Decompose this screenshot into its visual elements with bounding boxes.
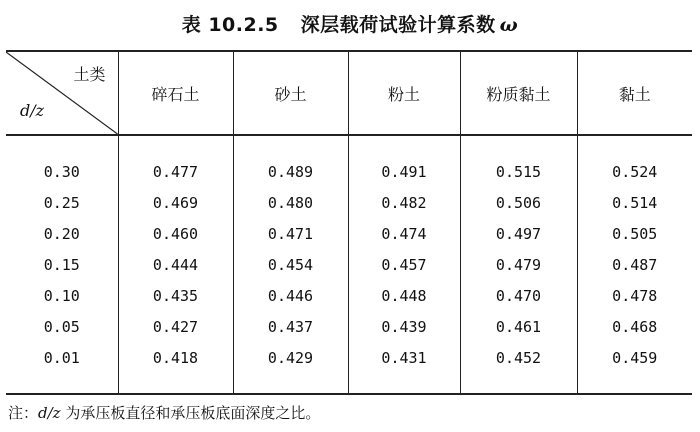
coefficient-table xyxy=(6,50,692,395)
value-cell: 0.487 xyxy=(577,249,692,280)
value-cell: 0.471 xyxy=(233,218,348,249)
value-cell: 0.470 xyxy=(460,280,577,311)
value-cell: 0.468 xyxy=(577,311,692,342)
value-cell: 0.418 xyxy=(118,342,233,373)
table-title xyxy=(0,10,700,37)
value-cell: 0.439 xyxy=(348,311,460,342)
value-cell: 0.491 xyxy=(348,156,460,187)
value-cell: 0.427 xyxy=(118,311,233,342)
table-row xyxy=(6,156,692,187)
note-text: 为承压板直径和承压板底面深度之比。 xyxy=(65,404,321,422)
value-cell: 0.506 xyxy=(460,187,577,218)
dz-cell: 0.30 xyxy=(43,162,80,181)
table-caption: 深层载荷试验计算系数 xyxy=(300,14,496,36)
value-cell: 0.474 xyxy=(348,218,460,249)
table-number: 表 10.2.5 xyxy=(181,14,279,36)
value-cell: 0.431 xyxy=(348,342,460,373)
value-cell: 0.480 xyxy=(233,187,348,218)
value-cell: 0.514 xyxy=(577,187,692,218)
value-cell: 0.429 xyxy=(233,342,348,373)
value-cell: 0.459 xyxy=(577,342,692,373)
column-header: 粉土 xyxy=(348,51,460,135)
soil-type-header: 土类 xyxy=(73,65,106,84)
value-cell: 0.524 xyxy=(577,156,692,187)
value-cell: 0.515 xyxy=(460,156,577,187)
value-cell: 0.478 xyxy=(577,280,692,311)
value-cell: 0.461 xyxy=(460,311,577,342)
value-cell: 0.477 xyxy=(118,156,233,187)
value-cell: 0.482 xyxy=(348,187,460,218)
column-header: 砂土 xyxy=(233,51,348,135)
corner-header-cell xyxy=(6,51,118,135)
table-row xyxy=(6,311,692,342)
value-cell: 0.452 xyxy=(460,342,577,373)
dz-cell: 0.15 xyxy=(43,255,80,274)
value-cell: 0.454 xyxy=(233,249,348,280)
table-row xyxy=(6,187,692,218)
column-header: 黏土 xyxy=(577,51,692,135)
omega-symbol: ω xyxy=(499,14,519,36)
column-header: 粉质黏土 xyxy=(460,51,577,135)
value-cell: 0.497 xyxy=(460,218,577,249)
value-cell: 0.457 xyxy=(348,249,460,280)
dz-header: d/z xyxy=(20,101,45,120)
dz-cell: 0.05 xyxy=(43,317,80,336)
spacer-row xyxy=(6,135,692,156)
dz-cell: 0.01 xyxy=(43,348,80,367)
table-row xyxy=(6,218,692,249)
value-cell: 0.435 xyxy=(118,280,233,311)
dz-cell: 0.10 xyxy=(43,286,80,305)
value-cell: 0.448 xyxy=(348,280,460,311)
value-cell: 0.437 xyxy=(233,311,348,342)
value-cell: 0.505 xyxy=(577,218,692,249)
spacer-row xyxy=(6,373,692,394)
value-cell: 0.460 xyxy=(118,218,233,249)
note-prefix: 注： xyxy=(8,404,39,422)
value-cell: 0.444 xyxy=(118,249,233,280)
dz-cell: 0.20 xyxy=(43,224,80,243)
table-row xyxy=(6,249,692,280)
table-row xyxy=(6,342,692,373)
dz-cell: 0.25 xyxy=(43,193,80,212)
header-row xyxy=(6,51,692,135)
value-cell: 0.469 xyxy=(118,187,233,218)
value-cell: 0.446 xyxy=(233,280,348,311)
table-note xyxy=(8,402,320,423)
note-symbol: d/z xyxy=(38,404,61,422)
table-row xyxy=(6,280,692,311)
value-cell: 0.479 xyxy=(460,249,577,280)
value-cell: 0.489 xyxy=(233,156,348,187)
column-header: 碎石土 xyxy=(118,51,233,135)
